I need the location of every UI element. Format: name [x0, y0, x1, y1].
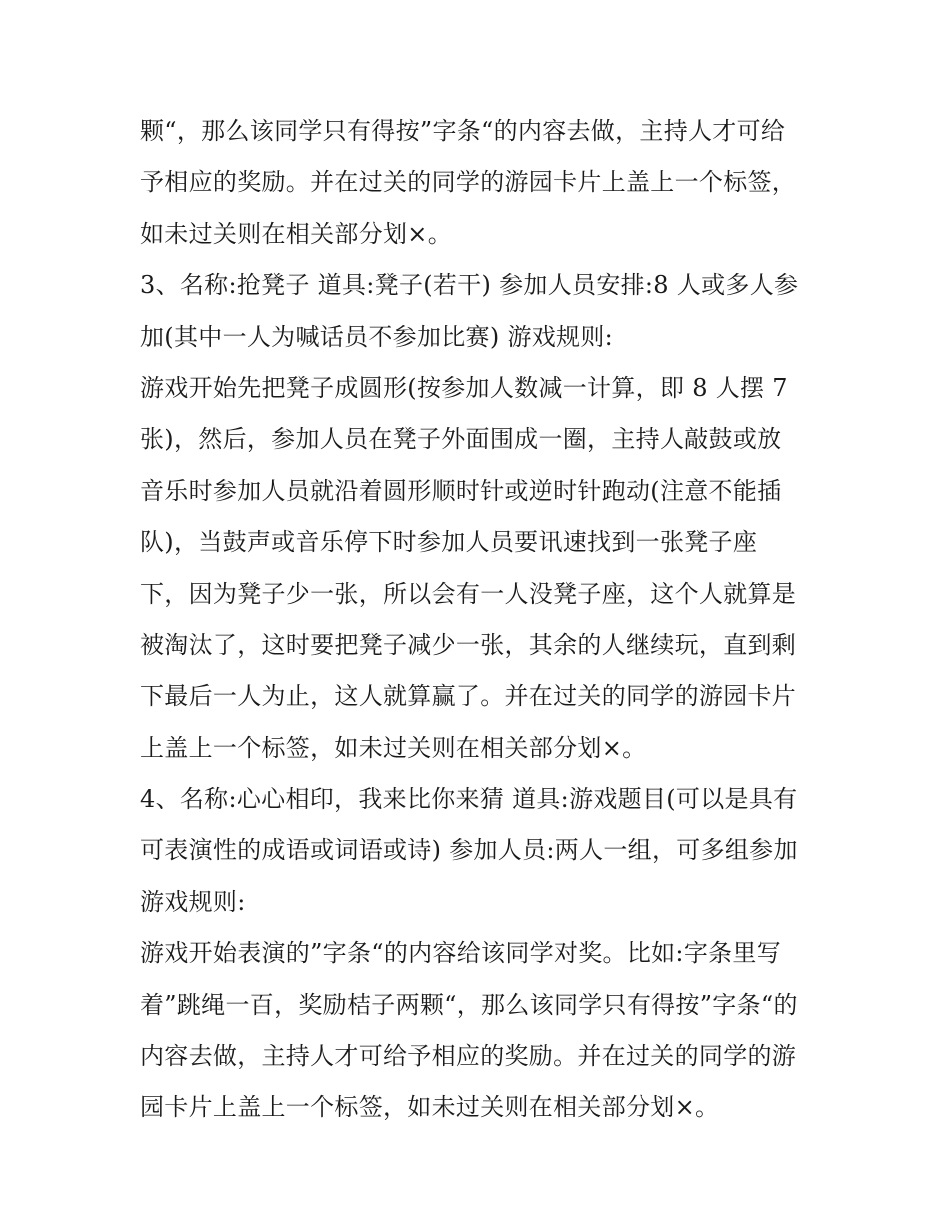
text-line: 音乐时参加人员就沿着圆形顺时针或逆时针跑动(注意不能插: [140, 476, 782, 505]
text-line: 如未过关则在相关部分划×。: [140, 219, 453, 248]
text-line: 颗“，那么该同学只有得按”字条“的内容去做，主持人才可给: [140, 117, 786, 145]
text-line: 下，因为凳子少一张，所以会有一人没凳子座，这个人就算是: [140, 579, 797, 608]
item-4-heading-line: 4、名称:心心相印，我来比你来猜 道具:游戏题目(可以是具有: [140, 785, 798, 814]
text-line: 队)，当鼓声或音乐停下时参加人员要讯速找到一张凳子座: [140, 528, 758, 557]
text-line: 园卡片上盖上一个标签，如未过关则在相关部分划×。: [140, 1093, 720, 1122]
text-line: 游戏开始先把凳子成圆形(按参加人数减一计算，即 8 人摆 7: [140, 373, 788, 402]
text-line: 可表演性的成语或词语或诗) 参加人员:两人一组，可多组参加: [140, 836, 798, 865]
text-line: 着”跳绳一百，奖励桔子两颗“，那么该同学只有得按”字条“的: [140, 990, 798, 1019]
text-line: 加(其中一人为喊话员不参加比赛) 游戏规则:: [140, 322, 614, 351]
text-line: 内容去做，主持人才可给予相应的奖励。并在过关的同学的游: [140, 1042, 797, 1071]
text-line: 游戏开始表演的”字条“的内容给该同学对奖。比如:字条里写: [140, 939, 782, 968]
text-line: 被淘汰了，这时要把凳子减少一张，其余的人继续玩，直到剩: [140, 630, 797, 659]
text-line: 上盖上一个标签，如未过关则在相关部分划×。: [140, 733, 647, 762]
document-body: [140, 106, 830, 1134]
text-line: 游戏规则:: [140, 887, 246, 916]
text-line: 予相应的奖励。并在过关的同学的游园卡片上盖上一个标签，: [140, 168, 797, 197]
text-line: 下最后一人为止，这人就算赢了。并在过关的同学的游园卡片: [140, 682, 797, 711]
text-line: 张)，然后，参加人员在凳子外面围成一圈，主持人敲鼓或放: [140, 425, 782, 454]
item-3-heading-line: 3、名称:抢凳子 道具:凳子(若干) 参加人员安排:8 人或多人参: [140, 271, 799, 300]
